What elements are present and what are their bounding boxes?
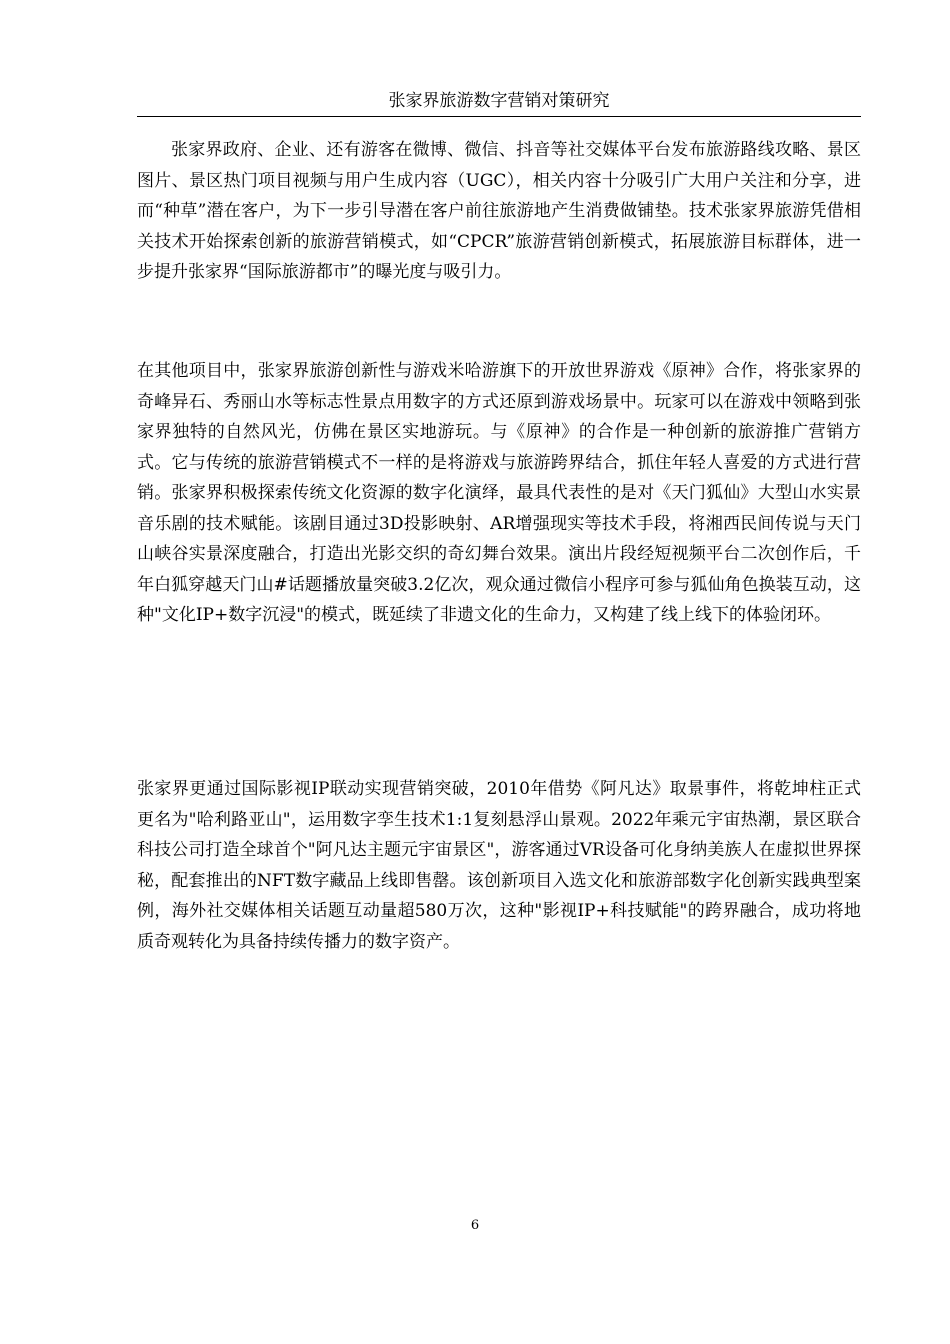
paragraph-genshin-collab: 在其他项目中，张家界旅游创新性与游戏米哈游旗下的开放世界游戏《原神》合作，将张家界的奇峰异石、秀丽山水等标志性景点用数字的方式还原到游戏场景中。玩家可以在游戏中领略到张家界独特的自然风光，仿佛在景区实地游玩。与《原神》的合作是一种创新的旅游推广营销方式。它与传统的旅游营销模式不一样的是将游戏与旅游跨界结合，抓住年轻人喜爱的方式进行营销。张家界积极探索传统文化资源的数字化演绎，最具代表性的是对《天门狐仙》大型山水实景音乐剧的技术赋能。该剧目通过3D投影映射、AR增强现实等技术手段，将湘西民间传说与天门山峡谷实景深度融合，打造出光影交织的奇幻舞台效果。演出片段经短视频平台二次创作后，千年白狐穿越天门山#话题播放量突破3.2亿次，观众通过微信小程序可参与狐仙角色换装互动，这种"文化IP+数字沉浸"的模式，既延续了非遗文化的生命力，又构建了线上线下的体验闭环。 — [137, 361, 861, 625]
running-header: 张家界旅游数字营销对策研究 — [388, 91, 610, 111]
paragraph-avatar-ip: 张家界更通过国际影视IP联动实现营销突破，2010年借势《阿凡达》取景事件，将乾坤柱正式更名为"哈利路亚山"，运用数字孪生技术1:1复刻悬浮山景观。2022年乘元宇宙热潮，景区联合科技公司打造全球首个"阿凡达主题元宇宙景区"，游客通过VR设备可化身纳美族人在虚拟世界探秘，配套推出的NFT数字藏品上线即售罄。该创新项目入选文化和旅游部数字化创新实践典型案例，海外社交媒体相关话题互动量超580万次，这种"影视IP+科技赋能"的跨界融合，成功将地质奇观转化为具备持续传播力的数字资产。 — [137, 779, 861, 952]
paragraph-social-media: 张家界政府、企业、还有游客在微博、微信、抖音等社交媒体平台发布旅游路线攻略、景区图片、景区热门项目视频与用户生成内容（UGC），相关内容十分吸引广大用户关注和分享，进而“种草”潜在客户，为下一步引导潜在客户前往旅游地产生消费做铺垫。技术张家界旅游凭借相关技术开始探索创新的旅游营销模式，如“CPCR”旅游营销创新模式，拓展旅游目标群体，进一步提升张家界“国际旅游都市”的曝光度与吸引力。 — [137, 140, 861, 282]
header-divider — [137, 116, 861, 117]
page-number: 6 — [470, 1218, 480, 1233]
